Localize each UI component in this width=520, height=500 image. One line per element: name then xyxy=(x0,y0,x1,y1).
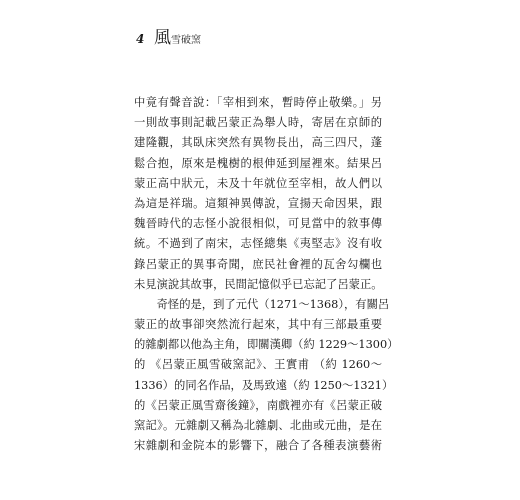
text-line: 奇怪的是，到了元代（1271～1368），有關呂 xyxy=(134,297,390,311)
text-line: 建隆觀，其臥床突然有異物長出，高三四尺，蓬 xyxy=(134,136,382,150)
paragraph-1 xyxy=(134,93,382,295)
page-number: 4 xyxy=(136,32,145,46)
text-line: 鬆合抱，原來是槐樹的根伸延到屋裡來。結果呂 xyxy=(134,156,382,170)
text-line: 為這是祥瑞。這類神異傳說，宣揚天命因果，跟 xyxy=(134,196,382,210)
paragraph-2 xyxy=(134,295,399,457)
body-text xyxy=(134,93,399,456)
text-line: 未見演說其故事，民間記憶似乎已忘記了呂蒙正。 xyxy=(134,277,383,291)
text-line: 蒙正的故事卻突然流行起來，其中有三部最重要 xyxy=(134,318,382,332)
text-line: 一則故事則記載呂蒙正為舉人時，寄居在京師的 xyxy=(134,116,382,130)
text-line: 錄呂蒙正的異事奇聞，庶民社會裡的瓦舍勾欄也 xyxy=(134,257,382,271)
text-line: 統。不過到了南宋，志怪總集《夷堅志》沒有收 xyxy=(134,237,382,251)
text-line: 窯記》。元雜劇又稱為北雜劇、北曲或元曲，是在 xyxy=(134,419,382,432)
text-line: 中竟有聲音說：「宰相到來，暫時停止敬樂。」另 xyxy=(134,96,382,109)
text-line: 的 《呂蒙正風雪破窯記》、王實甫 （約 1260～ xyxy=(134,358,382,372)
text-line: 宋雜劇和金院本的影響下，融合了各種表演藝術 xyxy=(134,439,382,453)
text-line: 的雜劇都以他為主角，即關漢卿（約 1229～1300） xyxy=(134,338,399,352)
running-title-small: 雪破窯 xyxy=(171,35,201,46)
text-line: 蒙正高中狀元，未及十年就位至宰相，故人們以 xyxy=(134,176,382,190)
running-title-large: 風 xyxy=(154,28,171,48)
text-line: 1336）的同名作品，及馬致遠（約 1250～1321） xyxy=(134,378,394,392)
text-line: 魏晉時代的志怪小說很相似，可見當中的敘事傳 xyxy=(134,217,382,231)
text-line: 的《呂蒙正風雪齋後鐘》，南戲裡亦有《呂蒙正破 xyxy=(134,398,382,412)
running-title xyxy=(154,28,201,48)
